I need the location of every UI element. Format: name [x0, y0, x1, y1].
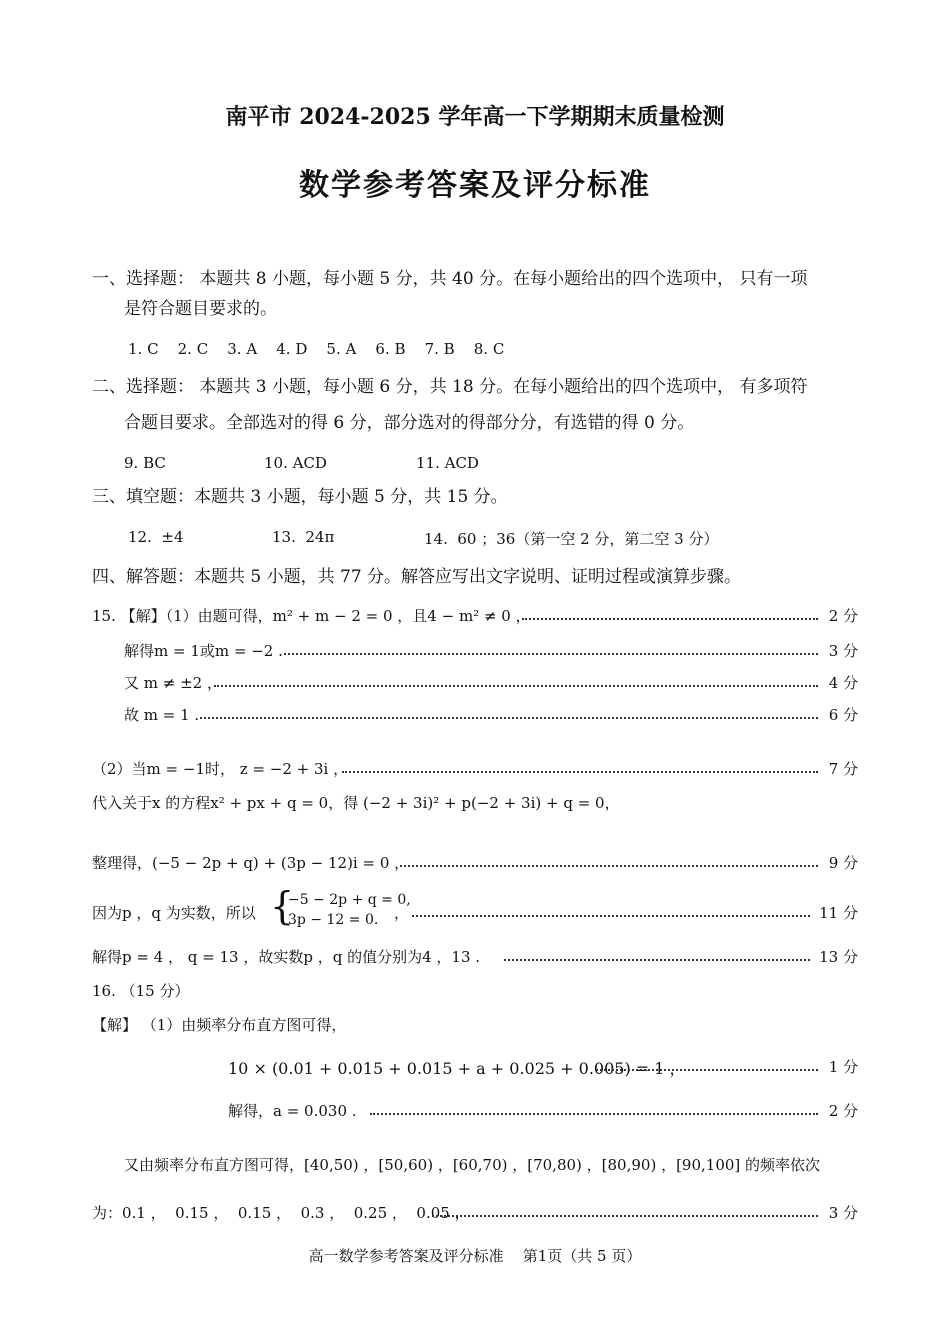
- q15-part2-step2-score: 9 分: [828, 854, 858, 872]
- system-equation-2: 3p − 12 = 0.: [288, 912, 379, 928]
- q16-heading: 16. （15 分）: [92, 982, 190, 1000]
- answer-key-title: 数学参考答案及评分标准: [299, 168, 651, 203]
- q16-step2: [0, 1100, 950, 1124]
- q15-step2-score: 3 分: [828, 642, 858, 660]
- dot-leader: [370, 1113, 818, 1115]
- answer-q12: 12. ±4: [128, 528, 184, 546]
- q15-part2-step1: [0, 758, 950, 782]
- q15-step2-text: 解得m = 1或m = −2 .: [124, 642, 283, 660]
- dot-leader: [284, 653, 818, 655]
- dot-leader: [432, 1215, 818, 1217]
- q15-part2-step3-text: 因为p ，q 为实数，所以: [92, 904, 256, 922]
- q15-step3-score: 4 分: [828, 674, 858, 692]
- q15-part2-step1-score: 7 分: [828, 760, 858, 778]
- section3-intro: 三、填空题：本题共 3 小题，每小题 5 分，共 15 分。: [92, 487, 508, 507]
- section4-intro: 四、解答题：本题共 5 小题，共 77 分。解答应写出文字说明、证明过程或演算步骤。: [92, 567, 742, 587]
- answer-q11: 11. ACD: [416, 454, 479, 472]
- q15-step1: [0, 605, 950, 629]
- q15-step4-text: 故 m = 1 .: [124, 706, 200, 724]
- dot-leader: [504, 959, 810, 961]
- q15-part2-step4: [0, 946, 950, 970]
- q16-step2-score: 2 分: [828, 1102, 858, 1120]
- q16-step1-text: 10 × (0.01 + 0.015 + 0.015 + a + 0.025 + 0.005) = 1 ，: [228, 1059, 686, 1078]
- section1-intro-line1: 一、选择题： 本题共 8 小题，每小题 5 分，共 40 分。在每小题给出的四个选项中， 只有一项: [92, 269, 808, 289]
- q15-part2-step2: [0, 852, 950, 876]
- q15-part2-step4-score: 13 分: [819, 948, 858, 966]
- dot-leader: [400, 865, 818, 867]
- left-brace-icon: {: [270, 884, 295, 928]
- q15-part2-step3-suffix: ，: [394, 904, 410, 922]
- dot-leader: [214, 685, 818, 687]
- q16-intervals: 又由频率分布直方图可得，[40,50) ，[50,60) ，[60,70) ，[70,80) ，[80,90) ，[90,100] 的频率依次: [124, 1156, 821, 1174]
- q16-step3-score: 3 分: [828, 1204, 858, 1222]
- q15-step3: [0, 672, 950, 696]
- q16-step3: [0, 1202, 950, 1226]
- section2-intro-line2: 合题目要求。全部选对的得 6 分，部分选对的得部分分，有选错的得 0 分。: [124, 413, 695, 433]
- q15-part2-step1-text: （2）当m = −1时， z = −2 + 3i ，: [92, 760, 349, 778]
- q15-part2-step2-text: 整理得，(−5 − 2p + q) + (3p − 12)i = 0 ，: [92, 854, 410, 872]
- q15-step2: [0, 640, 950, 664]
- q16-step1-score: 1 分: [828, 1058, 858, 1076]
- q15-step4-score: 6 分: [828, 706, 858, 724]
- q15-step1-text: 15. 【解】（1）由题可得，m² + m − 2 = 0 ，且4 − m² ≠ 0 ，: [92, 607, 531, 625]
- answer-q10: 10. ACD: [264, 454, 327, 472]
- q16-step2-text: 解得，a = 0.030 .: [228, 1102, 357, 1120]
- section2-intro-line1: 二、选择题： 本题共 3 小题，每小题 6 分，共 18 分。在每小题给出的四个选项中， 有多项符: [92, 377, 808, 397]
- page-footer: 高一数学参考答案及评分标准 第1页（共 5 页）: [308, 1247, 642, 1265]
- answer-q9: 9. BC: [124, 454, 166, 472]
- section1-answers: 1. C 2. C 3. A 4. D 5. A 6. B 7. B 8. C: [128, 340, 505, 358]
- answer-q13: 13. 24π: [272, 528, 335, 546]
- system-equation-1: −5 − 2p + q = 0,: [288, 892, 411, 908]
- exam-title: 南平市 2024-2025 学年高一下学期期末质量检测: [225, 104, 725, 130]
- q16-intro: 【解】 （1）由频率分布直方图可得，: [92, 1016, 347, 1034]
- q15-step1-score: 2 分: [828, 607, 858, 625]
- q15-part2-step3: [0, 884, 950, 928]
- dot-leader: [342, 771, 818, 773]
- dot-leader: [200, 717, 818, 719]
- q15-step4: [0, 704, 950, 728]
- dot-leader: [412, 915, 810, 917]
- dot-leader: [522, 618, 818, 620]
- dot-leader: [596, 1069, 818, 1071]
- q15-step3-text: 又 m ≠ ±2 ，: [124, 674, 222, 692]
- q15-part2-step4-text: 解得p = 4 ， q = 13 ，故实数p ，q 的值分别为4 ，13 .: [92, 948, 481, 966]
- q15-part2-step3-score: 11 分: [819, 904, 858, 922]
- answer-q14: 14. 60 ；36（第一空 2 分，第二空 3 分）: [424, 530, 719, 548]
- q16-step1: [0, 1056, 950, 1080]
- section1-intro-line2: 是符合题目要求的。: [124, 299, 277, 319]
- q16-step3-text: 为：0.1 ， 0.15 ， 0.15 ， 0.3 ， 0.25 ， 0.05 ，: [92, 1204, 470, 1222]
- q15-part2-substitute: 代入关于x 的方程x² + px + q = 0，得 (−2 + 3i)² + p(−2 + 3i) + q = 0，: [92, 794, 620, 812]
